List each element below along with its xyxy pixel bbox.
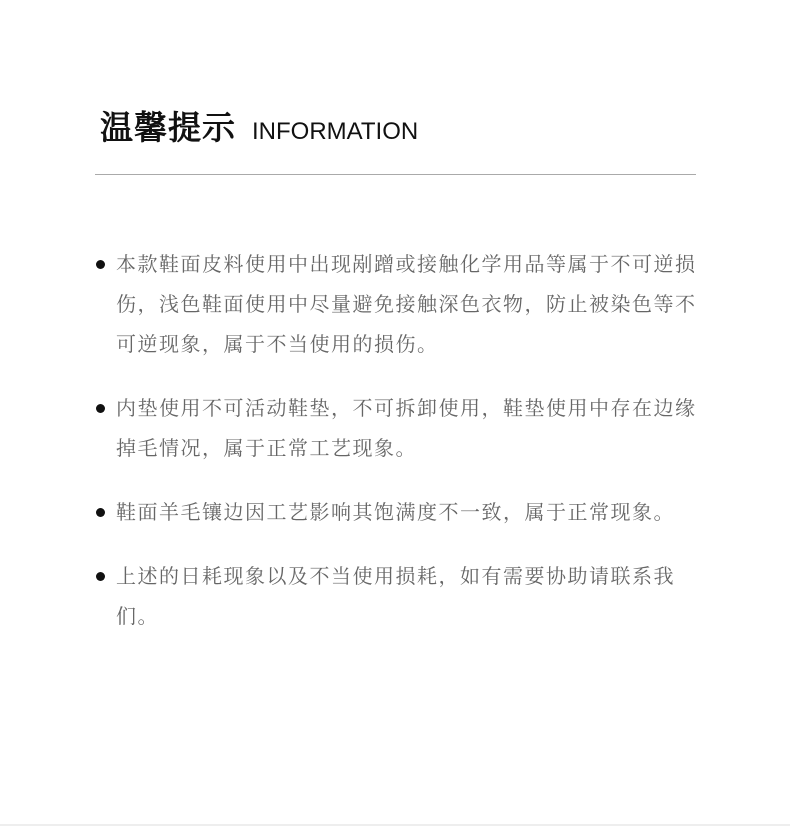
- list-item-text: 内垫使用不可活动鞋垫，不可拆卸使用，鞋垫使用中存在边缘掉毛情况，属于正常工艺现象。: [116, 396, 697, 460]
- bullet-icon: [96, 404, 105, 413]
- notice-list: [95, 244, 715, 660]
- bullet-icon: [96, 260, 105, 269]
- list-item: [95, 492, 715, 532]
- header-divider: [95, 174, 696, 175]
- list-item-text: 上述的日耗现象以及不当使用损耗，如有需要协助请联系我们。: [116, 564, 675, 628]
- bullet-icon: [96, 508, 105, 517]
- page-subtitle: INFORMATION: [252, 118, 419, 145]
- page-title: 温馨提示: [100, 108, 236, 147]
- section-header: [100, 102, 418, 149]
- bullet-icon: [96, 572, 105, 581]
- list-item-text: 鞋面羊毛镶边因工艺影响其饱满度不一致，属于正常现象。: [116, 500, 675, 524]
- list-item: [95, 388, 715, 468]
- list-item-text: 本款鞋面皮料使用中出现剐蹭或接触化学用品等属于不可逆损伤，浅色鞋面使用中尽量避免接触深色衣物，防止被染色等不可逆现象，属于不当使用的损伤。: [116, 252, 697, 356]
- list-item: [95, 556, 715, 636]
- list-item: [95, 244, 715, 364]
